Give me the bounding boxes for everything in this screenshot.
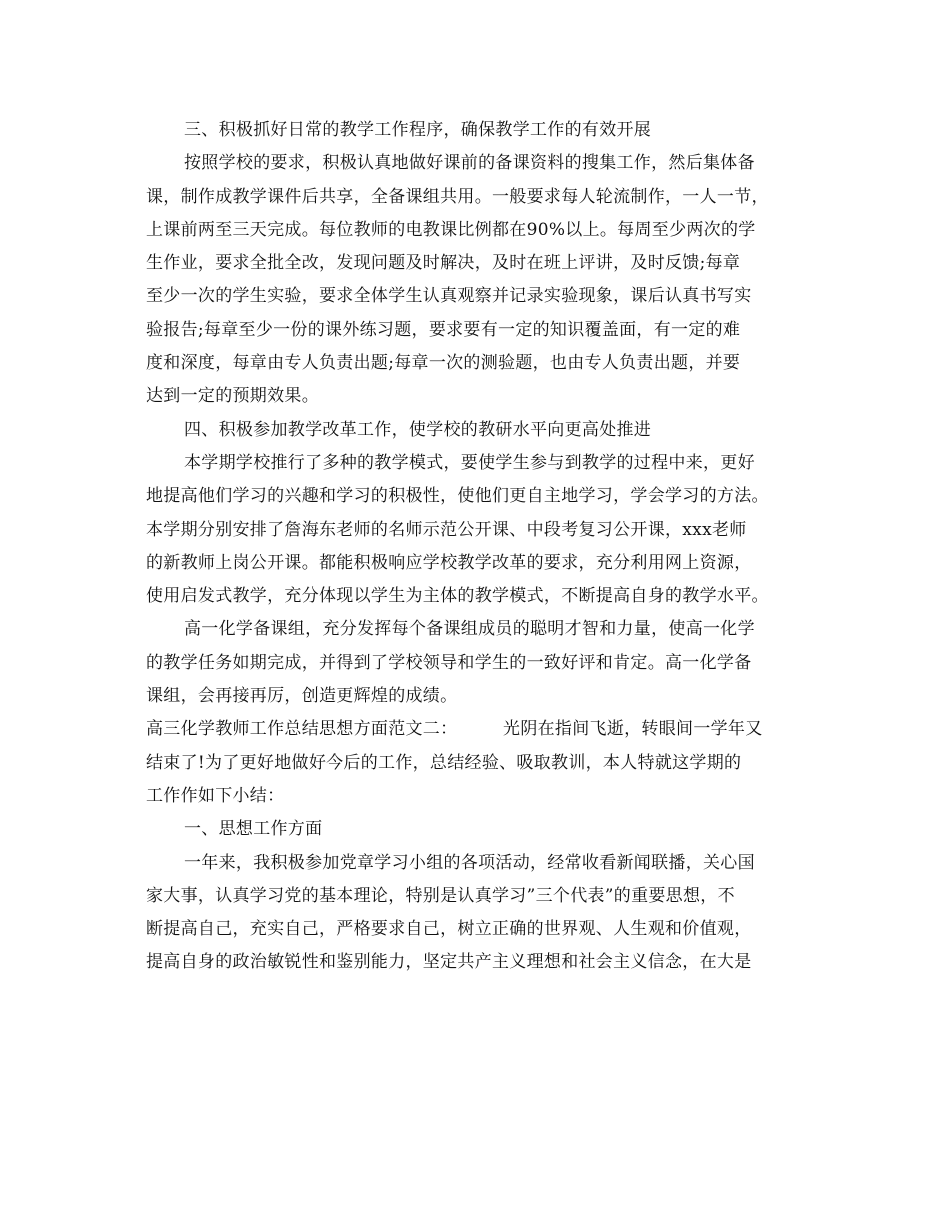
paragraph-line: 的教学任务如期完成，并得到了学校领导和学生的一致好评和肯定。高一化学备 (146, 652, 752, 673)
paragraph-line: 家大事，认真学习党的基本理论，特别是认真学习”三个代表”的重要思想，不 (146, 885, 735, 906)
paragraph-line: 上课前两至三天完成。每位教师的电教课比例都在90%以上。每周至少两次的学 (146, 219, 756, 240)
paragraph-line: 课组，会再接再厉，创造更辉煌的成绩。 (146, 686, 458, 707)
section-heading-1: 一、思想工作方面 (184, 819, 323, 840)
paragraph-line: 的新教师上岗公开课。都能积极响应学校教学改革的要求，充分利用网上资源， (146, 552, 752, 573)
paragraph-line: 按照学校的要求，积极认真地做好课前的备课资料的搜集工作，然后集体备 (184, 153, 755, 174)
paragraph-line: 地提高他们学习的兴趣和学习的积极性，使他们更自主地学习，学会学习的方法。 (146, 486, 769, 507)
paragraph-line: 达到一定的预期效果。 (146, 386, 319, 407)
paragraph-line: 断提高自己，充实自己，严格要求自己，树立正确的世界观、人生观和价值观， (146, 919, 752, 940)
paragraph-line: 本学期分别安排了詹海东老师的名师示范公开课、中段考复习公开课，xxx老师 (146, 519, 747, 540)
paragraph-line: 工作作如下小结： (146, 785, 285, 806)
paragraph-line: 生作业，要求全批全改，发现问题及时解决，及时在班上评讲，及时反馈;每章 (146, 253, 741, 274)
paragraph-line: 课，制作成教学课件后共享，全备课组共用。一般要求每人轮流制作，一人一节， (146, 186, 769, 207)
article-title-line: 高三化学教师工作总结思想方面范文二： 光阴在指间飞逝，转眼间一学年又 (146, 719, 763, 740)
paragraph-line: 提高自身的政治敏锐性和鉴别能力，坚定共产主义理想和社会主义信念，在大是 (146, 952, 752, 973)
paragraph-line: 使用启发式教学，充分体现以学生为主体的教学模式，不断提高自身的教学水平。 (146, 586, 769, 607)
paragraph-line: 本学期学校推行了多种的教学模式，要使学生参与到教学的过程中来，更好 (184, 452, 755, 473)
section-heading-4: 四、积极参加教学改革工作，使学校的教研水平向更高处推进 (184, 419, 652, 440)
section-heading-3: 三、积极抓好日常的教学工作程序，确保教学工作的有效开展 (184, 120, 652, 140)
paragraph-line: 一年来，我积极参加党章学习小组的各项活动，经常收看新闻联播，关心国 (184, 852, 755, 873)
paragraph-line: 至少一次的学生实验，要求全体学生认真观察并记录实验现象，课后认真书写实 (146, 286, 752, 307)
paragraph-line: 度和深度，每章由专人负责出题;每章一次的测验题，也由专人负责出题，并要 (146, 353, 741, 374)
paragraph-line: 验报告;每章至少一份的课外练习题，要求要有一定的知识覆盖面，有一定的难 (146, 319, 741, 340)
document-body (146, 114, 806, 980)
paragraph-line: 高一化学备课组，充分发挥每个备课组成员的聪明才智和力量，使高一化学 (184, 619, 755, 640)
paragraph-line: 结束了!为了更好地做好今后的工作，总结经验、吸取教训，本人特就这学期的 (146, 752, 742, 773)
